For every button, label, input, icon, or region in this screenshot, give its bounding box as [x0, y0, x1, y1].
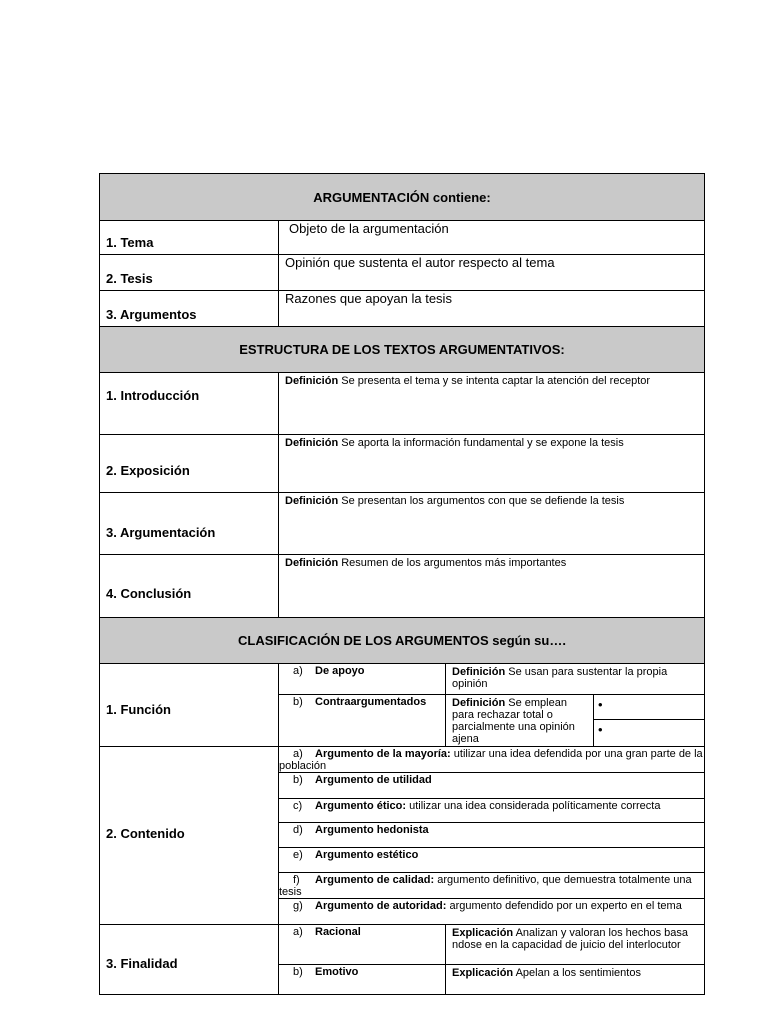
funcion-item-b-definition: Definición Se emplean para rechazar total o parcialmente una opinión ajena — [446, 695, 594, 747]
tema-value: Objeto de la argumentación — [279, 221, 705, 255]
contenido-item-d: d) Argumento hedonista — [279, 823, 705, 848]
conclusion-label: 4. Conclusión — [100, 555, 279, 618]
definition-label: Definición — [285, 437, 339, 449]
section2-header: ESTRUCTURA DE LOS TEXTOS ARGUMENTATIVOS: — [100, 327, 705, 373]
contenido-item-f: f) Argumento de calidad: argumento definitivo, que demuestra totalmente una tesis — [279, 873, 705, 899]
section1-header: ARGUMENTACIÓN contiene: — [100, 174, 705, 221]
finalidad-label: 3. Finalidad — [100, 925, 279, 995]
argumentos-label: 3. Argumentos — [100, 291, 279, 327]
finalidad-item-b: b) Emotivo — [279, 965, 446, 995]
tesis-value: Opinión que sustenta el autor respecto al tema — [279, 255, 705, 291]
funcion-item-b: b) Contraargumentados — [279, 695, 446, 747]
conclusion-text: Resumen de los argumentos más importantes — [341, 557, 567, 569]
contenido-item-e: e) Argumento estético — [279, 848, 705, 873]
tema-label: 1. Tema — [100, 221, 279, 255]
argumentation-table — [99, 173, 705, 995]
funcion-label: 1. Función — [100, 664, 279, 747]
definition-label: Definición — [285, 495, 339, 507]
argumentacion-text: Se presentan los argumentos con que se defiende la tesis — [341, 495, 625, 507]
finalidad-item-a-explanation: Explicación Analizan y valoran los hechos basa ndose en la capacidad de juicio del interlocutor — [446, 925, 705, 965]
tesis-label: 2. Tesis — [100, 255, 279, 291]
contenido-item-b: b) Argumento de utilidad — [279, 773, 705, 799]
finalidad-item-a: a) Racional — [279, 925, 446, 965]
argumentacion-definition — [279, 493, 705, 555]
funcion-bullets-cell — [594, 695, 705, 747]
exposicion-label: 2. Exposición — [100, 435, 279, 493]
section3-header: CLASIFICACIÓN DE LOS ARGUMENTOS según su…. — [100, 618, 705, 664]
bullet-1: • — [594, 695, 704, 719]
argumentos-value: Razones que apoyan la tesis — [279, 291, 705, 327]
finalidad-item-b-explanation: Explicación Apelan a los sentimientos — [446, 965, 705, 995]
introduccion-definition — [279, 373, 705, 435]
funcion-item-a: a) De apoyo — [279, 664, 446, 695]
argumentation-document — [99, 173, 704, 995]
contenido-item-g: g) Argumento de autoridad: argumento defendido por un experto en el tema — [279, 899, 705, 925]
contenido-item-a: a) Argumento de la mayoría: utilizar una idea defendida por una gran parte de la población — [279, 748, 703, 772]
exposicion-definition — [279, 435, 705, 493]
contenido-item-c: c) Argumento ético: utilizar una idea considerada políticamente correcta — [279, 799, 705, 823]
argumentacion-label: 3. Argumentación — [100, 493, 279, 555]
contenido-label: 2. Contenido — [100, 747, 279, 925]
exposicion-text: Se aporta la información fundamental y se expone la tesis — [341, 437, 624, 449]
definition-label: Definición — [285, 557, 339, 569]
introduccion-text: Se presenta el tema y se intenta captar la atención del receptor — [341, 375, 651, 387]
funcion-item-a-definition: Definición Se usan para sustentar la propia opinión — [446, 664, 705, 695]
introduccion-label: 1. Introducción — [100, 373, 279, 435]
definition-label: Definición — [285, 375, 339, 387]
conclusion-definition — [279, 555, 705, 618]
bullet-2: • — [598, 721, 603, 737]
